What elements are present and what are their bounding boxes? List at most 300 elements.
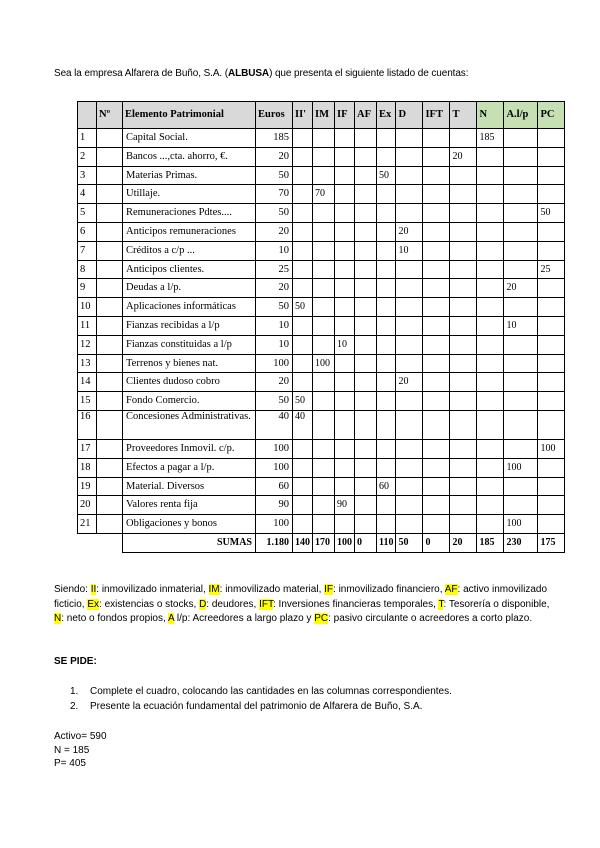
category-value — [293, 316, 313, 335]
category-value — [423, 477, 450, 496]
category-value — [377, 496, 396, 515]
category-value — [423, 392, 450, 411]
row-n-cell — [97, 316, 123, 335]
category-value — [477, 458, 504, 477]
category-value — [313, 204, 335, 223]
category-value — [504, 204, 538, 223]
category-value — [355, 222, 377, 241]
category-value — [450, 316, 477, 335]
category-value — [477, 222, 504, 241]
row-n-cell — [97, 515, 123, 534]
account-name: Deudas a l/p. — [123, 279, 256, 298]
sums-value: 110 — [377, 533, 396, 552]
legend-abbr: IM — [208, 584, 220, 595]
category-value — [423, 354, 450, 373]
row-index: 2 — [78, 147, 97, 166]
row-index: 9 — [78, 279, 97, 298]
account-name: Material. Diversos — [123, 477, 256, 496]
category-value — [313, 410, 335, 439]
account-name: Proveedores Inmovil. c/p. — [123, 439, 256, 458]
legend-text: l/p: Acreedores a largo plazo y — [174, 613, 315, 624]
category-value — [355, 147, 377, 166]
task-text: Presente la ecuación fundamental del patrimonio de Alfarera de Buño, S.A. — [90, 701, 423, 712]
category-value: 70 — [313, 185, 335, 204]
table-row — [78, 147, 565, 166]
category-value — [450, 335, 477, 354]
answer-activo: Activo= 590 — [54, 731, 107, 742]
category-value — [423, 515, 450, 534]
category-value — [355, 129, 377, 148]
category-value — [335, 260, 355, 279]
category-value — [335, 298, 355, 317]
list-item — [70, 684, 452, 699]
category-value — [477, 496, 504, 515]
category-value — [538, 222, 565, 241]
table-row — [78, 222, 565, 241]
category-value — [450, 298, 477, 317]
account-name: Efectos a pagar a l/p. — [123, 458, 256, 477]
category-value — [477, 354, 504, 373]
header-cell: PC — [538, 102, 565, 129]
category-value — [538, 241, 565, 260]
category-value — [355, 496, 377, 515]
table-row — [78, 204, 565, 223]
category-value — [423, 241, 450, 260]
legend-abbr: IFT — [259, 598, 273, 610]
legend-abbr: D — [199, 598, 207, 610]
legend-abbr: A — [167, 613, 175, 624]
category-value — [293, 439, 313, 458]
category-value — [355, 260, 377, 279]
header-cell: A.l/p — [504, 102, 538, 129]
row-index: 4 — [78, 185, 97, 204]
header-cell: IM — [313, 102, 335, 129]
category-value: 100 — [504, 458, 538, 477]
category-value — [477, 373, 504, 392]
row-index: 1 — [78, 129, 97, 148]
category-value — [293, 166, 313, 185]
legend-abbr: AF — [444, 584, 458, 595]
table-row — [78, 129, 565, 148]
category-value — [335, 354, 355, 373]
category-value — [335, 241, 355, 260]
account-name: Fianzas constituidas a l/p — [123, 335, 256, 354]
sums-row — [78, 533, 565, 552]
category-value — [450, 410, 477, 439]
row-n-cell — [97, 477, 123, 496]
category-value — [396, 129, 423, 148]
euros-value: 185 — [256, 129, 293, 148]
euros-value: 50 — [256, 298, 293, 317]
category-value — [293, 241, 313, 260]
category-value — [355, 204, 377, 223]
header-cell: Nº — [97, 102, 123, 129]
table-row — [78, 458, 565, 477]
account-name: Bancos ...,cta. ahorro, €. — [123, 147, 256, 166]
category-value — [477, 279, 504, 298]
category-value — [477, 335, 504, 354]
category-value — [450, 458, 477, 477]
category-value — [293, 147, 313, 166]
category-value — [504, 410, 538, 439]
category-value — [477, 515, 504, 534]
category-value — [313, 129, 335, 148]
category-value — [377, 241, 396, 260]
category-value — [335, 373, 355, 392]
accounts-table — [77, 101, 565, 553]
category-value — [477, 241, 504, 260]
category-value — [355, 316, 377, 335]
category-value — [355, 458, 377, 477]
category-value — [377, 185, 396, 204]
account-name: Clientes dudoso cobro — [123, 373, 256, 392]
category-value — [377, 354, 396, 373]
account-name: Utillaje. — [123, 185, 256, 204]
category-value — [504, 222, 538, 241]
category-value — [377, 204, 396, 223]
header-cell: AF — [355, 102, 377, 129]
category-value — [313, 260, 335, 279]
category-value: 20 — [396, 222, 423, 241]
category-value — [293, 260, 313, 279]
category-value — [335, 439, 355, 458]
category-value — [477, 439, 504, 458]
header-cell: II' — [293, 102, 313, 129]
category-value — [423, 335, 450, 354]
row-n-cell — [97, 392, 123, 411]
category-value — [335, 222, 355, 241]
row-n-cell — [97, 410, 123, 439]
task-number: 1. — [70, 686, 79, 697]
row-n-cell — [97, 185, 123, 204]
category-value — [377, 222, 396, 241]
category-value — [293, 354, 313, 373]
category-value — [355, 410, 377, 439]
category-value — [313, 477, 335, 496]
category-value: 20 — [396, 373, 423, 392]
header-cell: T — [450, 102, 477, 129]
category-value — [423, 410, 450, 439]
euros-value: 10 — [256, 241, 293, 260]
category-value: 100 — [538, 439, 565, 458]
legend-text: : activo inmovilizado ficticio, — [54, 584, 548, 610]
category-value — [538, 129, 565, 148]
list-item — [70, 699, 452, 714]
category-value — [538, 354, 565, 373]
table-row — [78, 298, 565, 317]
category-value — [396, 166, 423, 185]
category-value — [477, 316, 504, 335]
euros-value: 20 — [256, 373, 293, 392]
row-n-cell — [97, 204, 123, 223]
category-value — [504, 298, 538, 317]
category-value — [423, 298, 450, 317]
category-value — [377, 147, 396, 166]
row-index: 11 — [78, 316, 97, 335]
category-value — [335, 185, 355, 204]
account-name: Anticipos clientes. — [123, 260, 256, 279]
category-value — [355, 166, 377, 185]
table-row — [78, 392, 565, 411]
category-value — [355, 477, 377, 496]
legend-abbr: N — [54, 613, 62, 624]
category-value — [450, 392, 477, 411]
category-value — [335, 204, 355, 223]
euros-value: 10 — [256, 316, 293, 335]
category-value — [293, 373, 313, 392]
row-index: 18 — [78, 458, 97, 477]
euros-value: 60 — [256, 477, 293, 496]
category-value — [335, 279, 355, 298]
category-value: 20 — [450, 147, 477, 166]
category-value — [355, 185, 377, 204]
legend-abbr: T — [438, 598, 444, 610]
answer-neto: N = 185 — [54, 744, 90, 756]
category-value — [477, 392, 504, 411]
row-index: 6 — [78, 222, 97, 241]
category-value — [423, 439, 450, 458]
category-value — [450, 241, 477, 260]
category-value — [396, 458, 423, 477]
category-value — [423, 147, 450, 166]
intro-text-after: ) que presenta el siguiente listado de cuentas: — [269, 68, 469, 79]
category-value — [450, 185, 477, 204]
header-cell: IFT — [423, 102, 450, 129]
category-value — [423, 129, 450, 148]
category-value — [450, 477, 477, 496]
category-value — [504, 185, 538, 204]
category-value — [450, 279, 477, 298]
category-value: 25 — [538, 260, 565, 279]
category-value — [450, 204, 477, 223]
category-value — [477, 260, 504, 279]
legend-text: : inmovilizado inmaterial, — [96, 584, 209, 595]
euros-value: 20 — [256, 147, 293, 166]
legend-paragraph — [54, 583, 554, 627]
category-value — [377, 260, 396, 279]
account-name: Terrenos y bienes nat. — [123, 354, 256, 373]
row-n-cell — [97, 279, 123, 298]
category-value — [313, 316, 335, 335]
category-value — [450, 222, 477, 241]
legend-text: : neto o fondos propios, — [61, 613, 168, 624]
category-value — [423, 458, 450, 477]
category-value — [396, 298, 423, 317]
legend-abbr: II — [90, 584, 97, 595]
category-value — [355, 392, 377, 411]
euros-value: 70 — [256, 185, 293, 204]
account-name: Fondo Comercio. — [123, 392, 256, 411]
header-cell: D — [396, 102, 423, 129]
category-value: 60 — [377, 477, 396, 496]
category-value — [396, 477, 423, 496]
category-value — [293, 515, 313, 534]
category-value: 100 — [504, 515, 538, 534]
legend-text: : existencias o stocks, — [99, 598, 200, 610]
euros-value: 90 — [256, 496, 293, 515]
category-value — [538, 373, 565, 392]
header-cell: IF — [335, 102, 355, 129]
category-value — [504, 354, 538, 373]
category-value — [396, 147, 423, 166]
category-value — [538, 316, 565, 335]
row-index: 20 — [78, 496, 97, 515]
category-value — [504, 373, 538, 392]
category-value — [504, 147, 538, 166]
category-value — [293, 204, 313, 223]
category-value — [355, 241, 377, 260]
euros-value: 100 — [256, 354, 293, 373]
category-value — [477, 204, 504, 223]
category-value — [313, 515, 335, 534]
legend-text: Siendo: — [54, 584, 91, 595]
category-value — [538, 147, 565, 166]
row-n-cell — [97, 298, 123, 317]
row-index: 17 — [78, 439, 97, 458]
category-value — [450, 515, 477, 534]
category-value — [396, 515, 423, 534]
table-header-row — [78, 102, 565, 129]
category-value — [538, 335, 565, 354]
account-name: Anticipos remuneraciones — [123, 222, 256, 241]
account-name: Aplicaciones informáticas — [123, 298, 256, 317]
task-list — [70, 684, 452, 714]
category-value — [335, 410, 355, 439]
category-value — [396, 279, 423, 298]
category-value — [396, 410, 423, 439]
legend-text: : Inversiones financieras temporales, — [273, 598, 439, 610]
category-value — [423, 166, 450, 185]
category-value — [423, 222, 450, 241]
category-value — [423, 260, 450, 279]
category-value — [450, 166, 477, 185]
category-value — [377, 373, 396, 392]
category-value — [355, 335, 377, 354]
task-number: 2. — [70, 701, 79, 712]
category-value: 50 — [377, 166, 396, 185]
category-value — [377, 439, 396, 458]
category-value — [377, 410, 396, 439]
sums-value: 100 — [335, 533, 355, 552]
legend-text: : deudores, — [206, 598, 260, 610]
legend-abbr: PC — [314, 613, 329, 624]
row-index: 21 — [78, 515, 97, 534]
row-n-cell — [97, 496, 123, 515]
category-value — [396, 260, 423, 279]
category-value — [477, 166, 504, 185]
category-value — [396, 354, 423, 373]
row-n-cell — [97, 260, 123, 279]
euros-value: 20 — [256, 279, 293, 298]
category-value: 100 — [313, 354, 335, 373]
category-value — [538, 410, 565, 439]
category-value — [377, 392, 396, 411]
category-value: 90 — [335, 496, 355, 515]
sums-value: 50 — [396, 533, 423, 552]
euros-value: 40 — [256, 410, 293, 439]
category-value — [504, 477, 538, 496]
intro-paragraph — [54, 68, 468, 79]
sums-spacer — [78, 533, 97, 552]
category-value — [504, 241, 538, 260]
euros-value: 20 — [256, 222, 293, 241]
category-value — [538, 166, 565, 185]
category-value — [377, 515, 396, 534]
row-n-cell — [97, 335, 123, 354]
category-value — [377, 129, 396, 148]
category-value — [293, 279, 313, 298]
category-value — [355, 515, 377, 534]
header-cell: Elemento Patrimonial — [123, 102, 256, 129]
category-value: 50 — [538, 204, 565, 223]
table-row — [78, 354, 565, 373]
intro-text-before: Sea la empresa Alfarera de Buño, S.A. ( — [54, 68, 228, 79]
table-row — [78, 373, 565, 392]
account-name: Obligaciones y bonos — [123, 515, 256, 534]
category-value — [504, 439, 538, 458]
category-value — [335, 458, 355, 477]
category-value — [377, 335, 396, 354]
legend-text: : inmovilizado material, — [219, 584, 325, 595]
category-value — [538, 185, 565, 204]
category-value — [450, 129, 477, 148]
category-value — [355, 354, 377, 373]
category-value — [396, 392, 423, 411]
sums-label: SUMAS — [123, 533, 256, 552]
table-row — [78, 260, 565, 279]
sums-value: 140 — [293, 533, 313, 552]
row-index: 10 — [78, 298, 97, 317]
euros-value: 10 — [256, 335, 293, 354]
category-value — [477, 410, 504, 439]
sums-value: 185 — [477, 533, 504, 552]
se-pide-heading: SE PIDE: — [54, 656, 97, 667]
category-value — [313, 392, 335, 411]
row-index: 8 — [78, 260, 97, 279]
category-value — [355, 279, 377, 298]
category-value — [377, 279, 396, 298]
sums-value: 175 — [538, 533, 565, 552]
category-value — [293, 335, 313, 354]
category-value — [423, 316, 450, 335]
account-name: Capital Social. — [123, 129, 256, 148]
category-value — [293, 458, 313, 477]
category-value: 10 — [504, 316, 538, 335]
category-value — [396, 496, 423, 515]
sums-value: 170 — [313, 533, 335, 552]
row-index: 15 — [78, 392, 97, 411]
category-value: 10 — [335, 335, 355, 354]
category-value — [477, 298, 504, 317]
category-value — [396, 316, 423, 335]
category-value — [335, 166, 355, 185]
category-value — [313, 439, 335, 458]
sums-spacer — [97, 533, 123, 552]
category-value — [355, 439, 377, 458]
sums-value: 0 — [423, 533, 450, 552]
category-value — [313, 241, 335, 260]
category-value — [450, 439, 477, 458]
category-value — [335, 129, 355, 148]
intro-company-acronym: ALBUSA — [227, 68, 270, 79]
category-value — [293, 477, 313, 496]
category-value — [293, 129, 313, 148]
account-name: Créditos a c/p ... — [123, 241, 256, 260]
category-value — [293, 185, 313, 204]
category-value — [477, 147, 504, 166]
header-cell: N — [477, 102, 504, 129]
euros-value: 50 — [256, 204, 293, 223]
